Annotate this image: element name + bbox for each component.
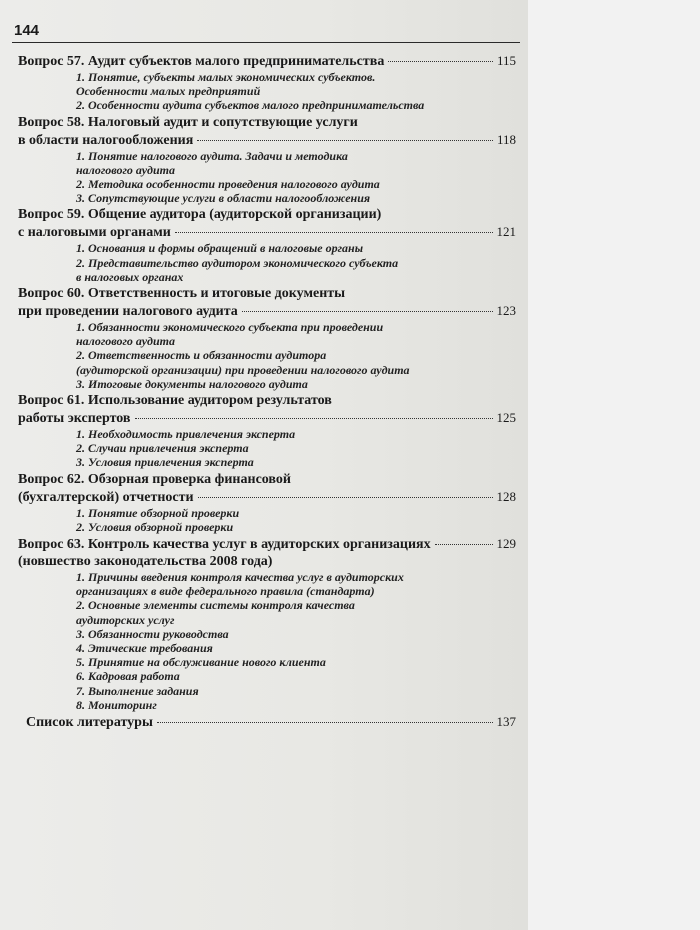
toc-subtopic: (аудиторской организации) при проведении налогового аудита (76, 362, 410, 377)
toc-title-line (18, 488, 516, 506)
toc-subtopic: 3. Сопутствующие услуги в области налогообложения (76, 191, 371, 206)
toc-question-title: Вопрос 62. Обзорная проверка финансовой (18, 471, 291, 487)
toc-title-line (18, 409, 516, 427)
toc-subtopic: 3. Итоговые документы налогового аудита (76, 376, 308, 391)
toc-page-number: 118 (496, 131, 516, 147)
toc-subtopic: 3. Условия привлечения эксперта (76, 455, 254, 470)
toc-subtopic: в налоговых органах (76, 269, 184, 284)
toc-entry-bibliography (18, 713, 516, 731)
table-of-contents (18, 52, 516, 732)
toc-subtopic: 4. Этические требования (76, 641, 213, 656)
toc-subtopic: Особенности малых предприятий (76, 84, 261, 99)
toc-entry-60 (18, 285, 516, 391)
toc-entry-63 (18, 535, 516, 712)
toc-subtopic: 5. Принятие на обслуживание нового клиента (76, 655, 326, 670)
toc-subtopics (18, 241, 516, 284)
toc-subtopics (18, 70, 516, 113)
leader-dots (435, 544, 493, 545)
toc-subtopic: 2. Случаи привлечения эксперта (76, 441, 249, 456)
toc-title-line (18, 713, 516, 731)
toc-question-title: работы экспертов (18, 411, 131, 427)
toc-subtopic: 2. Особенности аудита субъектов малого предпринимательства (76, 98, 425, 113)
toc-subtopic: 1. Необходимость привлечения эксперта (76, 427, 296, 442)
toc-page-number: 129 (496, 536, 516, 552)
leader-dots (197, 140, 493, 141)
toc-question-title: Вопрос 63. Контроль качества услуг в аудиторских организациях (18, 537, 431, 553)
toc-title-line (18, 535, 516, 553)
toc-subtopic: налогового аудита (76, 334, 175, 349)
toc-subtopic: 1. Понятие, субъекты малых экономических субъектов. (76, 70, 376, 84)
leader-dots (157, 722, 493, 723)
toc-question-title: с налоговыми органами (18, 225, 171, 241)
toc-subtopic: 8. Мониторинг (76, 697, 157, 712)
toc-question-title: в области налогообложения (18, 132, 194, 148)
toc-subtopic: 2. Методика особенности проведения налогового аудита (76, 177, 380, 192)
toc-subtopic: 3. Обязанности руководства (76, 626, 229, 641)
toc-question-title: Вопрос 57. Аудит субъектов малого предпринимательства (18, 54, 385, 69)
toc-entry-57 (18, 52, 516, 113)
leader-dots (198, 497, 493, 498)
toc-question-title: Вопрос 59. Общение аудитора (аудиторской организации) (18, 207, 382, 223)
toc-subtopic: 2. Условия обзорной проверки (76, 519, 234, 534)
toc-subtopic: 2. Представительство аудитором экономического субъекта (76, 255, 399, 270)
toc-subtopic: 7. Выполнение задания (76, 683, 199, 698)
toc-subtopic: 1. Понятие обзорной проверки (76, 505, 240, 520)
toc-question-title: при проведении налогового аудита (18, 304, 238, 320)
toc-title-line (18, 52, 516, 70)
toc-page-number: 123 (496, 303, 516, 319)
toc-question-title: Вопрос 58. Налоговый аудит и сопутствующие услуги (18, 114, 358, 130)
toc-title-line (18, 131, 516, 149)
toc-subtopics (18, 427, 516, 470)
leader-dots (388, 61, 493, 62)
toc-subtopic: 1. Основания и формы обращений в налоговые органы (76, 241, 364, 256)
toc-page-number: 121 (496, 224, 516, 240)
bibliography-title: Список литературы (26, 715, 153, 731)
toc-page-number: 128 (496, 488, 516, 504)
toc-entry-62 (18, 471, 516, 534)
toc-subtopic: 1. Причины введения контроля качества услуг в аудиторских (76, 570, 404, 585)
toc-subtopic: налогового аудита (76, 162, 175, 177)
toc-subtopics (18, 506, 516, 534)
toc-subtopic: аудиторских услуг (76, 612, 175, 627)
toc-page-number: 115 (496, 53, 516, 68)
toc-page-number: 125 (496, 410, 516, 426)
header-rule (12, 42, 520, 43)
leader-dots (242, 311, 493, 312)
toc-subtopic: 2. Основные элементы системы контроля качества (76, 598, 355, 613)
toc-question-title: Вопрос 60. Ответственность и итоговые документы (18, 286, 346, 302)
toc-subtopic: организациях в виде федерального правила (стандарта) (76, 584, 375, 599)
toc-title-line (18, 223, 516, 241)
toc-subtopic: 2. Ответственность и обязанности аудитора (76, 348, 327, 363)
leader-dots (175, 232, 493, 233)
toc-entry-59 (18, 206, 516, 284)
toc-subtopics (18, 149, 516, 206)
toc-title-line (18, 302, 516, 320)
leader-dots (135, 418, 493, 419)
toc-subtopic: 6. Кадровая работа (76, 669, 180, 684)
toc-question-title: Вопрос 61. Использование аудитором результатов (18, 393, 332, 409)
toc-entry-61 (18, 392, 516, 470)
toc-page-number: 137 (496, 714, 516, 730)
toc-question-title: (новшество законодательства 2008 года) (18, 554, 273, 570)
background-surface (528, 0, 700, 930)
toc-entry-58 (18, 114, 516, 206)
toc-question-title: (бухгалтерской) отчетности (18, 489, 194, 505)
toc-subtopic: 1. Обязанности экономического субъекта при проведении (76, 320, 384, 335)
toc-subtopic: 1. Понятие налогового аудита. Задачи и методика (76, 148, 348, 163)
page-number: 144 (14, 22, 40, 39)
toc-subtopics (18, 320, 516, 391)
toc-subtopics (18, 570, 516, 712)
